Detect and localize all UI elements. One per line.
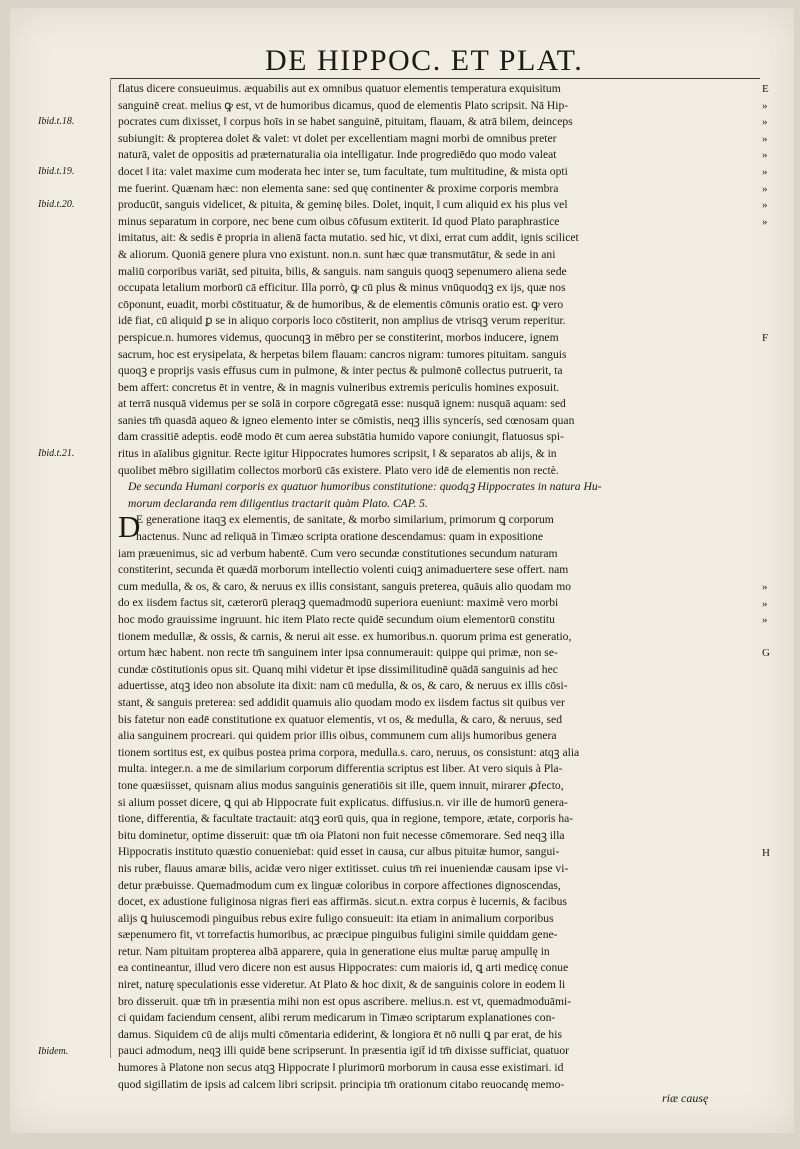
text-line: E generatione itaqꝫ ex elementis, de sanitate, & morbo similarium, primorum ꝗ corporum <box>136 513 554 527</box>
margin-mark: H <box>762 846 770 859</box>
margin-mark: » <box>762 614 768 627</box>
text-line: bro disseruit. quæ tm̄ in præsentia mihi non est opus ascribere. melius.n. est vt, quemadmoduāmi- <box>118 994 572 1008</box>
text-line: cundæ cōstitutionis opus sit. Quanq mihi videtur ēt ipse dissimilitudinē quādā sanguinis ad hec <box>118 662 558 676</box>
drop-capital: D <box>118 508 141 544</box>
text-line: docet, ex adustione fuliginosa nigras fieri eas affirmās. sicut.n. extra corpus è lucernis, & facibus <box>118 895 567 909</box>
text-line: me fuerint. Quænam hæc: non elementa sane: sed quę continenter & proxime corporis membra <box>118 181 559 195</box>
text-line: flatus dicere consueuimus. æquabilis aut ex omnibus quatuor elementis temperatura exquisitum <box>118 82 561 95</box>
text-line: tionem medullæ, & ossis, & carnis, & nerui ait esse. ex humoribus.n. quorum prima est generatio, <box>118 629 572 643</box>
text-line: damus. Siquidem cū de alijs multi cōmentaria ediderint, & longiora ēt nō nulli ꝗ par erat, de his <box>118 1027 562 1041</box>
catchword: riæ causę <box>662 1091 709 1105</box>
text-line: subiungit: & propterea dolet & valet: vt dolet per excellentiam magni morbi de omnibus preter <box>118 131 557 145</box>
text-line: imitatus, ait: & sedis ē propria in alienā facta mutatio. sed hic, vt dixi, errat cum addit, ignis scilicet <box>118 231 579 245</box>
text-line: idē fiat, cū aliquid ꝑ se in aliquo corporis loco cōstiterit, non amplius de vtrisqꝫ verum reperitur. <box>118 314 566 328</box>
text-line: hoc modo grauissime ingruunt. hic item Plato recte quidē secundum oium elementorū constitu <box>118 613 555 626</box>
text-line: bis fatetur non eadē constitutione ex quatuor elementis, vt os, & medulla, & caro, & neruus, sed <box>118 712 562 726</box>
text-line: ea contineantur, illud vero dicere non est ausus Hippocrates: cum maioris id, ꝗ arti medicę conue <box>118 961 569 975</box>
text-line: & aliorum. Quoniā genere plura vno existunt. non.n. sunt hæc quæ transmutātur, & sede in ani <box>118 247 556 261</box>
book-page <box>10 8 794 1133</box>
side-note: Ibid.t.20. <box>38 199 75 211</box>
margin-rule <box>110 78 111 1058</box>
text-line: naturā, valet de oppositis ad præternaturalia oia intelligatur. Inde progrediēdo quo modo valeat <box>118 148 557 162</box>
text-line: nis ruber, flauus amaræ bilis, acidæ vero niger extitisset. cuius tm̄ rei inueniendæ causam ipse vi- <box>118 861 569 875</box>
side-note: Ibid.t.18. <box>38 116 75 128</box>
text-line: multa. integer.n. a me de similarium corporum differentia scriptus est liber. At vero siquis à Pla- <box>118 762 563 776</box>
margin-mark: » <box>762 149 768 162</box>
head-rule <box>110 78 760 79</box>
text-line: cōponunt, euadit, morbi cōstituatur, & de humoribus, & de elementis cōmunis oratio est. ꝙ vero <box>118 297 564 311</box>
text-line: quoqꝫ e proprijs vasis effusus cum in pulmone, & inter pectus & pulmonē collectus putruerit, ta <box>118 364 563 378</box>
text-line: do ex iisdem factus sit, cæterorū pleraqꝫ quemadmodū superiora eueniunt: maximè vero morbi <box>118 596 559 610</box>
margin-mark: » <box>762 166 768 178</box>
text-line: tione, differentia, & facultate tractauit: atqꝫ eorū quis, qua in regione, tempore, ætate, corporis ha- <box>118 812 574 826</box>
text-line: Hippocratis instituto quæstio conueniebat: quid esset in causa, cur albus pituitæ humor, sangui- <box>118 845 560 859</box>
text-line: quod sigillatim de ipsis ad calcem libri scripsit. principia tm̄ orationum citabo reuocandę memo- <box>118 1077 565 1091</box>
side-note: Ibid.t.21. <box>38 448 75 460</box>
text-line: pocrates cum dixisset, ‖ corpus hoīs in se habet sanguinē, pituitam, flauam, & atrā bilem, deinceps <box>118 115 573 129</box>
text-line: detur præbuisse. Quemadmodum cum ex linguæ coloribus in corpore affectiones dignoscendas, <box>118 878 561 892</box>
margin-mark: F <box>762 332 769 344</box>
text-line: sæpenumero fit, vt torrefactis humoribus, ac præcipue pinguibus fuligini simile quiddam gene- <box>118 928 558 942</box>
margin-mark: » <box>762 199 768 212</box>
text-line: bem affert: concretus ēt in ventre, & in magnis vulneribus extremis periculis homines exposuit. <box>118 380 560 394</box>
text-line: cum medulla, & os, & caro, & neruus ex illis consistant, sanguis preterea, quāuis alio quodam mo <box>118 579 572 593</box>
text-line: niret, naturę speculationis esse videretur. At Plato & hoc dixit, & de sanguinis colore in eodem li <box>118 978 566 992</box>
text-line: tone quæsiisset, quisnam alius modus sanguinis generatiōis sit ille, quem innuit, mirarer ꝓfecto, <box>118 778 564 792</box>
margin-mark: » <box>762 215 768 228</box>
margin-mark: » <box>762 99 768 112</box>
text-line: perspicue.n. humores videmus, quocunqꝫ in mēbro per se constiterint, morbos inducere, ignem <box>118 330 559 344</box>
text-line: pauci admodum, neqꝫ illi quidē bene scripserunt. In præsentia igit̄ id tm̄ dixisse sufficiat, quatuor <box>118 1044 570 1058</box>
text-line: hactenus. Nunc ad reliquā in Timæo scripta oratione descendamus: quam in expositione <box>136 530 543 544</box>
text-line: De secunda Humani corporis ex quatuor humoribus constitutione: quodqꝫ Hippocrates in natura Hu- <box>128 480 602 494</box>
side-note: Ibidem. <box>38 1045 69 1057</box>
text-line: occupata letalium morborū cā efficitur. Illa porrò, ꝙ cū plus & minus vnūquodqꝫ ex ijs, quæ nos <box>118 281 566 295</box>
side-note: Ibid.t.19. <box>38 166 75 177</box>
text-line: at terrā nusquā videmus per se solā in corpore cōgregatā esse: nusquā ignem: nusquā aquam: sed <box>118 397 566 411</box>
text-line: si alium posset dicere, ꝗ qui ab Hippocrate fuit explicatus. diffusius.n. vir ille de humorū genera- <box>118 795 568 809</box>
margin-mark: » <box>762 116 768 129</box>
margin-mark: » <box>762 581 768 593</box>
text-line: bitu dominetur, optime disseruit: quæ tm̄ oia Platoni non fuit necesse cōmemorare. Sed neqꝫ illa <box>118 828 565 842</box>
main-text-column <box>118 81 746 1093</box>
text-line: humores à Platone non secus atqꝫ Hippocrate ‖ plurimorū morborum in causa esse existimari. id <box>118 1061 564 1075</box>
text-line: stant, & sanguis preterea: sed addidit quamuis alio quodam modo ex iisdem factus sit quibus ver <box>118 695 565 709</box>
margin-mark: E <box>762 83 769 95</box>
text-line: retur. Nam pituitam propterea albā apparere, quia in generatione eius multæ paruę ampullę in <box>118 944 550 958</box>
margin-mark: » <box>762 597 768 610</box>
text-line: alia sanguinem procreari. qui quidem prior illis oibus, communem cum alijs humoribus genera <box>118 729 557 743</box>
margin-mark: » <box>762 182 768 195</box>
left-margin-notes <box>10 8 110 1133</box>
text-line: alijs ꝗ huiuscemodi pinguibus rebus exire fuligo consueuit: ita etiam in animalium corporibus <box>118 911 554 925</box>
text-line: dam crassitiē adeptis. eodē modo ēt cum aerea substātia humido vapore coniungit, flatuosus spi- <box>118 430 564 444</box>
text-line: minus separatum in corpore, nec bene cum oibus cōfusum extiterit. Id quod Plato paraphrastice <box>118 214 560 228</box>
text-line: iam præuenimus, sic ad verbum habentē. Cum vero secundæ constitutiones secundum naturam <box>118 546 558 560</box>
text-line: sanguinē creat. melius ꝙ est, vt de humoribus dicamus, quod de elementis Plato scripsit. Nā Hip- <box>118 98 569 112</box>
text-line: quolibet mēbro sigillatim collectos morborū cās existere. Plato vero idē de elementis non rectè. <box>118 463 559 477</box>
text-line: sacrum, hoc est erysipelata, & herpetas bilem flauam: cancros nigram: tumores pituitam. sanguis <box>118 347 567 361</box>
text-line: tionem sortitus est, ex quibus postea prima corpora, medulla.s. caro, neruus, os consistunt: atqꝫ alia <box>118 745 580 759</box>
text-line: constiterint, secunda ēt quædā morborum intellectio volenti cuiqꝫ animaduertere sese offert. nam <box>118 563 569 577</box>
text-line: aduertisse, atqꝫ ideo non absolute ita dixit: nam cū medulla, & os, & caro, & neruus ex illis cōsi- <box>118 679 568 693</box>
margin-mark: » <box>762 132 768 145</box>
text-line: ci quidam faciendum censent, alibi rerum medicarum in Timæo scriptarum explanationes con- <box>118 1011 556 1025</box>
running-head: DE HIPPOC. ET PLAT. <box>265 44 584 77</box>
text-line: morum declaranda rem diligentius tractarit quàm Plato. CAP. 5. <box>128 496 428 510</box>
text-line: ritus in aīalibus gignitur. Recte igitur Hippocrates humores scripsit, ‖ & separatos ab alijs, & in <box>118 447 557 461</box>
text-line: maliū corporibus variāt, sed pituita, bilis, & sanguis. nam sanguis quoqꝫ sepenumero aliena sede <box>118 264 567 278</box>
text-line: ortum hæc habent. non recte tm̄ sanguinem inter ipsa connumerauit: quippe qui primæ, non se- <box>118 646 558 660</box>
text-line: docet ‖ ita: valet maxime cum moderata hec inter se, tum facultate, tum multitudine, & mista opti <box>118 164 568 178</box>
text-line: producūt, sanguis videlicet, & pituita, & geminę biles. Dolet, inquit, ‖ cum aliquid ex his plus vel <box>118 198 568 212</box>
margin-mark: G <box>762 647 770 660</box>
text-line: sanies tm̄ quasdā aqueo & igneo elemento inter se cōmistis, neqꝫ illis syncerís, sed cœnosam quan <box>118 413 575 427</box>
